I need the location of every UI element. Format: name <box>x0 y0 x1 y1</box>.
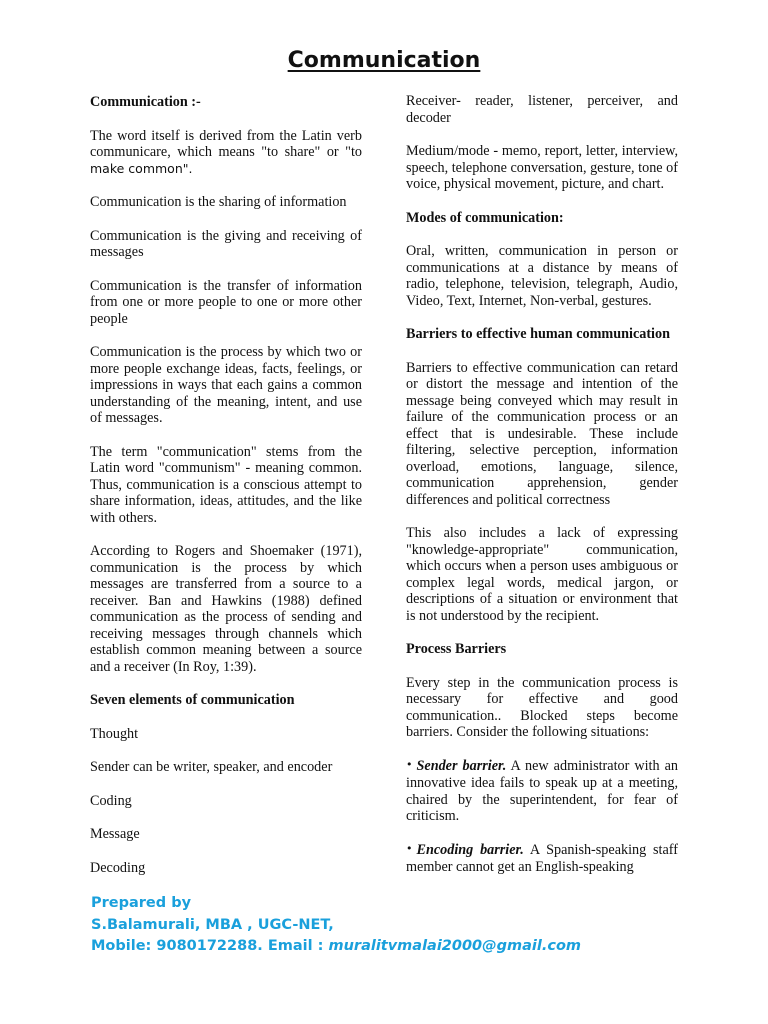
paragraph-receiver: Receiver- reader, listener, perceiver, and decoder <box>406 93 678 126</box>
element-item: Decoding <box>90 859 146 876</box>
paragraph-modes: Oral, written, communication in person or communications at a distance by means of radio, telephone, television, telegraph, Audio, Video, Text, Internet, Non-verbal, gestures. <box>406 243 678 309</box>
etymology-text: The word itself is derived from the Latin verb communicare, which means "to share" or "to <box>90 127 362 160</box>
element-item: Thought <box>90 725 139 742</box>
element-item: Sender can be writer, speaker, and encoder <box>90 759 333 775</box>
section-heading-barriers: Barriers to effective human communication <box>406 326 670 342</box>
section-heading-seven-elements: Seven elements of communication <box>90 692 295 708</box>
right-column <box>406 93 678 893</box>
paragraph-barriers-2: This also includes a lack of expressing "knowledge-appropriate" communication, which occurs when a person uses ambiguous or complex legal words, medical jargon, or descriptions of a situation or environment that is not understood by the recipient. <box>406 525 678 624</box>
paragraph-process-barriers: Every step in the communication process is necessary for effective and good communication.. Blocked steps become barriers. Consider the following situations: <box>406 674 678 740</box>
paragraph-barriers: Barriers to effective communication can retard or distort the message and intention of the message being conveyed which may result in failure of the communication process or an effect that is undesirable. These include filtering, selective perception, information overload, emotions, language, silence, communication apprehension, gender differences and political correctness <box>406 359 678 508</box>
footer-email-link[interactable]: muralitvmalai2000@gmail.com <box>328 938 582 954</box>
paragraph-medium: Medium/mode - memo, report, letter, interview, speech, telephone conversation, gesture, tone of voice, physical movement, picture, and chart. <box>406 143 678 192</box>
paragraph-rogers-shoemaker: According to Rogers and Shoemaker (1971), communication is the process by which messages are transferred from a source to a receiver. Ban and Hawkins (1988) defined communication as the process of sending and receiving messages through channels which establish common meaning between a source and a receiver (In Roy, 1:39). <box>90 543 362 675</box>
element-item: Coding <box>90 792 132 809</box>
footer-author: S.Balamurali, MBA , UGC-NET, <box>91 916 334 933</box>
bullet-icon: • <box>406 841 413 855</box>
paragraph-definition-2: Communication is the giving and receiving of messages <box>90 227 362 260</box>
paragraph-definition-4: Communication is the process by which two or more people exchange ideas, facts, feelings, or impressions in ways that each gains a common understanding of the meaning, intent, and use of messages. <box>90 344 362 426</box>
bullet-text: A Spanish-speaking staff member cannot get an English-speaking <box>406 841 678 875</box>
footer-contact <box>91 936 581 958</box>
paragraph-etymology <box>90 128 362 178</box>
paragraph-term-origin: The term "communication" stems from the Latin word "communism" - meaning common. Thus, communication is a conscious attempt to share information, ideas, attitudes, and the like with others. <box>90 443 362 526</box>
footer-credits <box>91 893 581 958</box>
left-column <box>90 94 362 893</box>
section-heading-modes: Modes of communication: <box>406 209 564 226</box>
etymology-tail: make common". <box>90 160 193 176</box>
element-item: Message <box>90 826 140 842</box>
bullet-icon: • <box>406 757 413 771</box>
bullet-term: Encoding barrier. <box>416 841 524 858</box>
paragraph-definition-3: Communication is the transfer of information from one or more people to one or more other people <box>90 277 362 327</box>
bullet-encoding-barrier <box>406 842 678 876</box>
footer-mobile: Mobile: 9080172288. Email : <box>91 938 329 954</box>
document-title: Communication <box>287 48 481 73</box>
section-heading-process-barriers: Process Barriers <box>406 641 507 657</box>
section-heading-communication: Communication :- <box>90 94 201 110</box>
bullet-text: A new administrator with an innovative idea fails to speak up at a meeting, chaired by the superintendent, for fear of criticism. <box>406 757 679 824</box>
bullet-term: Sender barrier. <box>416 757 507 774</box>
footer-prepared-by: Prepared by <box>91 895 192 911</box>
bullet-sender-barrier <box>406 758 678 825</box>
paragraph-definition-1: Communication is the sharing of information <box>90 194 347 210</box>
